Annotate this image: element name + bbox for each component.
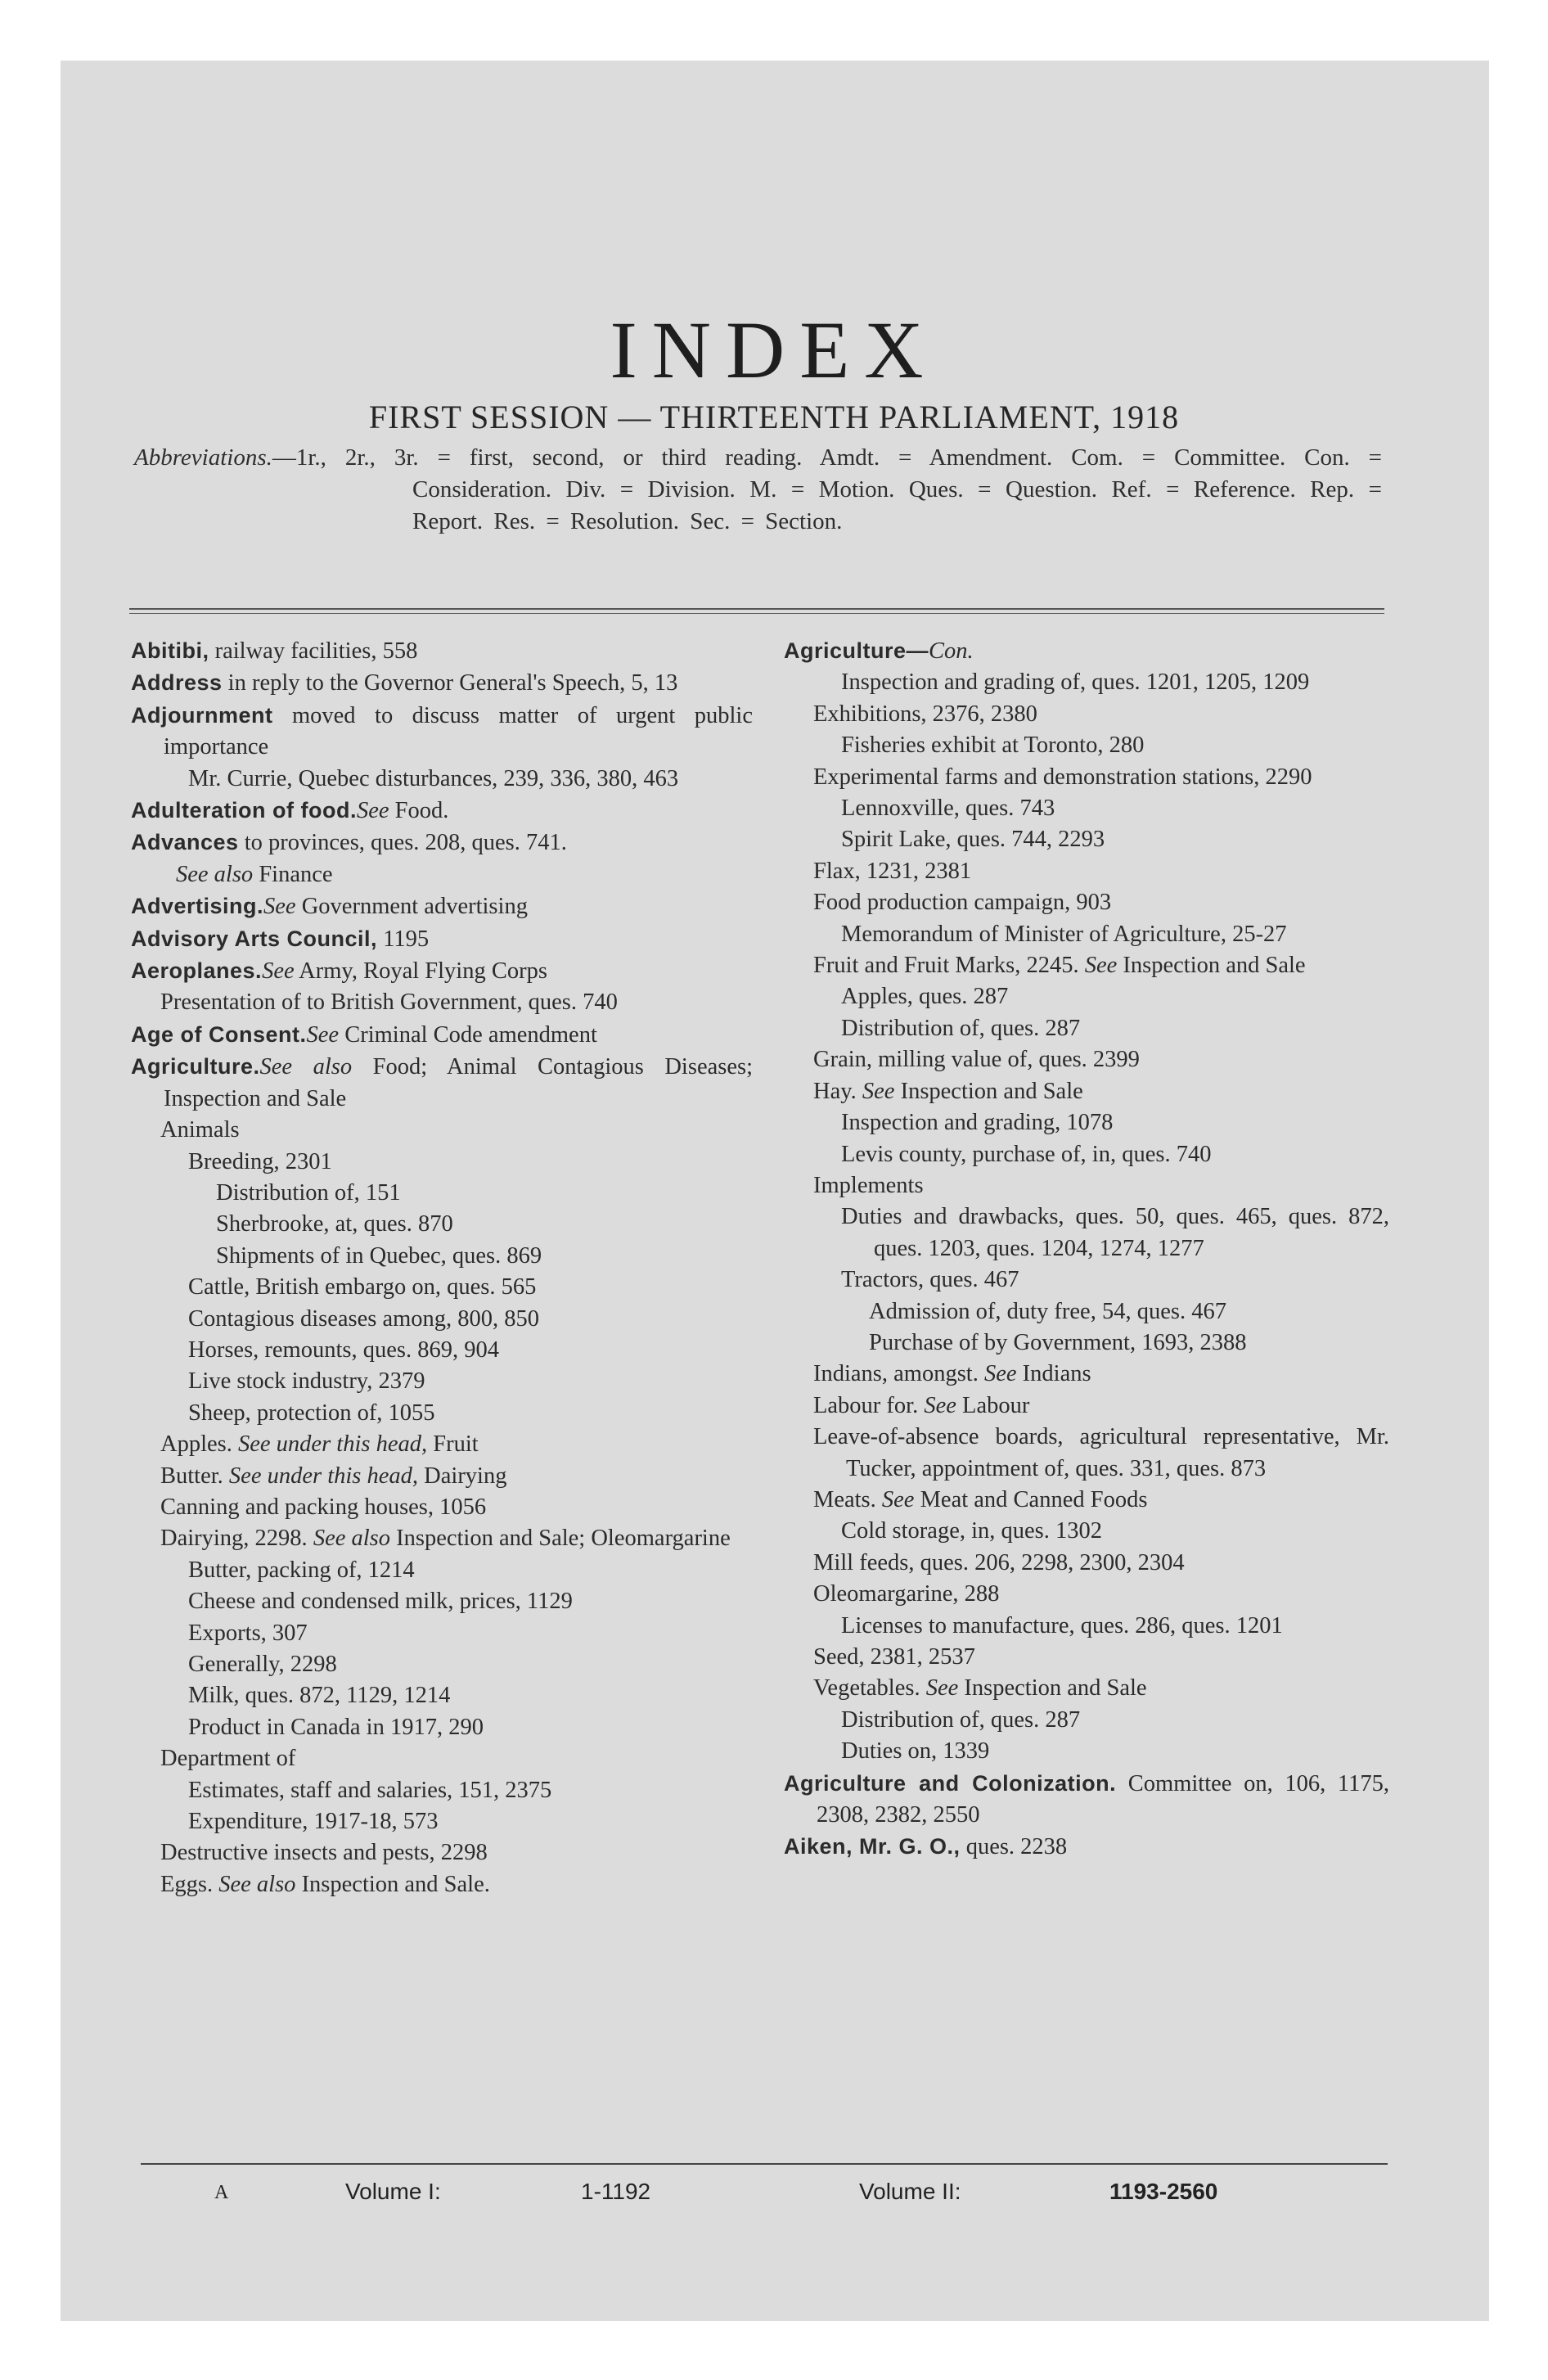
entry-text: Experimental farms and demonstration stations, 2290 xyxy=(813,764,1312,790)
entry-text: Seed, 2381, 2537 xyxy=(813,1644,975,1670)
index-entry xyxy=(841,824,1389,855)
entry-heading: Aiken, Mr. G. O., xyxy=(784,1834,961,1859)
entry-text: Mr. Currie, Quebec disturbances, 239, 336, 380, 463 xyxy=(188,765,679,791)
entry-text-tail: Inspection and Sale. xyxy=(295,1871,490,1897)
entry-heading: Advisory Arts Council, xyxy=(131,926,378,951)
index-entry xyxy=(813,887,1389,918)
entry-text-tail: Inspection and Sale xyxy=(958,1675,1147,1702)
index-entry xyxy=(131,1019,753,1051)
entry-text: Admission of, duty free, 54, ques. 467 xyxy=(869,1298,1226,1324)
index-entry xyxy=(176,859,753,890)
index-entry xyxy=(160,1837,753,1868)
entry-text: Estimates, staff and salaries, 151, 2375 xyxy=(188,1777,552,1803)
see-reference: See xyxy=(306,1021,340,1048)
index-entry xyxy=(188,1398,753,1429)
see-reference: See also xyxy=(259,1054,353,1080)
index-entry xyxy=(160,1492,753,1523)
entry-text: in reply to the Governor General's Speech, 5, 13 xyxy=(222,670,678,696)
index-entry xyxy=(841,730,1389,761)
entry-text: Cattle, British embargo on, ques. 565 xyxy=(188,1274,537,1300)
index-entry xyxy=(813,950,1389,981)
entry-text: Sherbrooke, at, ques. 870 xyxy=(216,1211,453,1237)
index-entry xyxy=(813,1422,1389,1485)
index-entry xyxy=(160,1115,753,1146)
entry-heading: Address xyxy=(131,670,223,696)
entry-text: Criminal Code amendment xyxy=(339,1021,597,1048)
index-entry xyxy=(841,1264,1389,1296)
index-entry xyxy=(813,1579,1389,1610)
entry-text: Apples. xyxy=(160,1431,232,1458)
entry-text-tail: Labour xyxy=(956,1392,1030,1418)
see-reference: See also xyxy=(307,1526,390,1552)
index-entry xyxy=(188,1680,753,1711)
entry-text: Live stock industry, 2379 xyxy=(188,1368,425,1395)
entry-text: Milk, ques. 872, 1129, 1214 xyxy=(188,1683,451,1709)
entry-text: Fisheries exhibit at Toronto, 280 xyxy=(841,732,1145,759)
index-entry xyxy=(841,1107,1389,1138)
entry-text: 1195 xyxy=(377,926,430,952)
footer-rule xyxy=(141,2163,1388,2165)
entry-text: Mill feeds, ques. 206, 2298, 2300, 2304 xyxy=(813,1549,1185,1575)
index-entry xyxy=(869,1296,1389,1327)
entry-text: Food; Animal Contagious Diseases; Inspection and Sale xyxy=(164,1054,753,1111)
entry-text: Inspection and grading of, ques. 1201, 1205, 1209 xyxy=(841,669,1310,696)
index-entry xyxy=(784,1768,1389,1832)
index-entry xyxy=(216,1178,753,1209)
index-entry xyxy=(131,827,753,859)
entry-text: Committee on, 106, 1175, 2308, 2382, 2550 xyxy=(817,1770,1389,1828)
entry-text: Flax, 1231, 2381 xyxy=(813,858,972,884)
entry-text-tail: Fruit xyxy=(427,1431,479,1458)
index-entry xyxy=(188,1806,753,1837)
index-entry xyxy=(784,1831,1389,1863)
entry-text: Vegetables. xyxy=(813,1675,920,1702)
index-entry xyxy=(841,1139,1389,1170)
entry-text-tail: Indians xyxy=(1016,1361,1091,1387)
index-entry xyxy=(131,635,753,667)
index-entry xyxy=(160,1743,753,1774)
entry-text: Distribution of, ques. 287 xyxy=(841,1706,1081,1733)
volume-footer xyxy=(0,2179,1548,2211)
entry-text: Butter. xyxy=(160,1463,223,1489)
entry-text: Grain, milling value of, ques. 2399 xyxy=(813,1047,1140,1073)
index-entry xyxy=(813,1673,1389,1704)
see-reference: See xyxy=(262,958,295,985)
see-reference: See also xyxy=(213,1871,296,1897)
entry-heading: Adulteration of food. xyxy=(131,798,357,823)
entry-text: Fruit and Fruit Marks, 2245. xyxy=(813,953,1079,979)
index-entry xyxy=(841,1611,1389,1642)
entry-text: Tractors, ques. 467 xyxy=(841,1267,1019,1293)
entry-text: Duties and drawbacks, ques. 50, ques. 465, ques. 872, ques. 1203, ques. 1204, 1274, 1277 xyxy=(841,1204,1389,1261)
see-reference: See xyxy=(978,1361,1017,1387)
index-entry xyxy=(188,1555,753,1586)
see-reference: See xyxy=(356,798,389,824)
index-entry xyxy=(841,1736,1389,1767)
index-entry xyxy=(131,890,753,922)
entry-text: Expenditure, 1917-18, 573 xyxy=(188,1809,439,1835)
entry-heading: Abitibi, xyxy=(131,638,209,663)
index-entry xyxy=(188,1618,753,1649)
entry-text: moved to discuss matter of urgent public importance xyxy=(164,702,753,760)
abbreviations-text: —1r., 2r., 3r. = first, second, or third reading. Amdt. = Amendment. Com. = Committee. Con. = Consideration. Div. = Division. M. = Motion. Ques. = Question. Ref. = Reference. Rep. = Report. Res. = Resolution. Sec. = Section. xyxy=(272,444,1382,534)
see-reference: See xyxy=(263,894,296,920)
index-entry xyxy=(813,1391,1389,1422)
entry-heading: Agriculture— xyxy=(784,638,929,663)
index-entry xyxy=(841,1705,1389,1736)
entry-text: Hay. xyxy=(813,1078,857,1104)
entry-text: Army, Royal Flying Corps xyxy=(294,958,547,985)
index-entry xyxy=(131,667,753,699)
entry-text: Breeding, 2301 xyxy=(188,1148,332,1174)
index-entry xyxy=(160,1429,753,1460)
index-entry xyxy=(841,981,1389,1012)
entry-text: Canning and packing houses, 1056 xyxy=(160,1494,487,1520)
entry-text: Generally, 2298 xyxy=(188,1652,337,1677)
index-entry xyxy=(813,1485,1389,1516)
entry-text: Department of xyxy=(160,1746,296,1772)
entry-text: Horses, remounts, ques. 869, 904 xyxy=(188,1336,499,1363)
see-reference: Con. xyxy=(929,638,974,664)
entry-text: Food. xyxy=(389,798,449,824)
entry-text: Indians, amongst. xyxy=(813,1361,979,1387)
index-entry xyxy=(841,667,1389,698)
entry-text-tail: Meat and Canned Foods xyxy=(914,1486,1148,1512)
see-reference: See xyxy=(920,1675,959,1702)
index-entry xyxy=(188,1712,753,1743)
entry-text: Meats. xyxy=(813,1486,876,1512)
entry-text-tail: Inspection and Sale; Oleomargarine xyxy=(390,1526,731,1552)
entry-text: Oleomargarine, 288 xyxy=(813,1581,1000,1607)
entry-text: to provinces, ques. 208, ques. 741. xyxy=(238,830,567,856)
index-entry xyxy=(131,700,753,764)
entry-text: Spirit Lake, ques. 744, 2293 xyxy=(841,827,1105,853)
entry-text: Inspection and grading, 1078 xyxy=(841,1110,1114,1136)
index-entry xyxy=(131,955,753,987)
index-entry xyxy=(188,764,753,795)
entry-text: Implements xyxy=(813,1172,924,1198)
entry-text: Distribution of, 151 xyxy=(216,1179,401,1206)
index-entry xyxy=(813,1076,1389,1107)
see-reference: See xyxy=(875,1486,915,1512)
index-entry xyxy=(813,1044,1389,1075)
entry-text: Eggs. xyxy=(160,1871,214,1897)
index-column-right xyxy=(784,635,1389,1864)
index-entry xyxy=(813,1548,1389,1579)
header-rule-1 xyxy=(129,608,1384,610)
entry-text: Sheep, protection of, 1055 xyxy=(188,1400,435,1426)
index-entry xyxy=(131,795,753,827)
entry-text: Exports, 307 xyxy=(188,1620,308,1646)
index-entry xyxy=(813,1642,1389,1673)
entry-text: Distribution of, ques. 287 xyxy=(841,1015,1081,1041)
index-column-left xyxy=(131,635,753,1900)
entry-text: Dairying, 2298. xyxy=(160,1526,308,1552)
entry-text: Exhibitions, 2376, 2380 xyxy=(813,701,1037,727)
entry-text: Labour for. xyxy=(813,1392,919,1418)
header-rule-2 xyxy=(129,613,1384,614)
entry-text: Duties on, 1339 xyxy=(841,1738,990,1765)
index-entry xyxy=(188,1147,753,1178)
entry-heading: Age of Consent. xyxy=(131,1021,307,1047)
index-entry xyxy=(841,793,1389,824)
index-entry xyxy=(813,856,1389,887)
index-entry xyxy=(131,1051,753,1115)
entry-text: Destructive insects and pests, 2298 xyxy=(160,1840,488,1866)
index-entry xyxy=(813,699,1389,730)
page-title: INDEX xyxy=(610,304,938,395)
index-entry xyxy=(188,1649,753,1680)
index-entry xyxy=(160,1461,753,1492)
see-reference: See under this head, xyxy=(232,1431,428,1458)
entry-text: Butter, packing of, 1214 xyxy=(188,1557,415,1583)
entry-heading: Adjournment xyxy=(131,702,273,728)
entry-text: Shipments of in Quebec, ques. 869 xyxy=(216,1242,542,1269)
signature-mark: A xyxy=(214,2182,229,2203)
see-reference: See also xyxy=(176,861,254,887)
session-subtitle: FIRST SESSION — THIRTEENTH PARLIAMENT, 1918 xyxy=(368,399,1180,435)
index-entry xyxy=(869,1327,1389,1359)
index-entry xyxy=(188,1335,753,1366)
entry-heading: Advances xyxy=(131,830,239,855)
abbreviations-label: Abbreviations. xyxy=(134,444,272,471)
entry-text: Animals xyxy=(160,1117,240,1143)
index-entry xyxy=(131,923,753,955)
entry-heading: Advertising. xyxy=(131,894,264,919)
index-entry xyxy=(160,987,753,1018)
index-entry xyxy=(188,1272,753,1303)
see-reference: See under this head, xyxy=(223,1463,419,1489)
index-entry xyxy=(160,1869,753,1900)
index-entry xyxy=(188,1304,753,1335)
index-entry xyxy=(813,762,1389,793)
entry-text: Levis county, purchase of, in, ques. 740 xyxy=(841,1141,1212,1167)
index-entry xyxy=(216,1241,753,1272)
abbreviations-paragraph xyxy=(134,442,1382,538)
see-reference: See xyxy=(1078,953,1118,979)
entry-text: Cheese and condensed milk, prices, 1129 xyxy=(188,1589,573,1615)
index-entry xyxy=(160,1523,753,1554)
entry-text: Apples, ques. 287 xyxy=(841,984,1009,1010)
entry-text: Cold storage, in, ques. 1302 xyxy=(841,1518,1103,1544)
entry-heading: Aeroplanes. xyxy=(131,958,263,984)
entry-text: Purchase of by Government, 1693, 2388 xyxy=(869,1329,1247,1355)
entry-text-tail: Inspection and Sale xyxy=(1117,953,1306,979)
see-reference: See xyxy=(918,1392,956,1418)
entry-text: Finance xyxy=(253,861,333,887)
index-entry xyxy=(188,1366,753,1397)
see-reference: See xyxy=(856,1078,895,1104)
volume-1-label: Volume I: xyxy=(345,2179,441,2204)
entry-text: railway facilities, 558 xyxy=(209,638,418,664)
entry-text: Food production campaign, 903 xyxy=(813,890,1112,916)
index-entry xyxy=(216,1209,753,1240)
entry-text: Product in Canada in 1917, 290 xyxy=(188,1714,484,1740)
entry-heading: Agriculture and Colonization. xyxy=(784,1770,1117,1796)
entry-text: Licenses to manufacture, ques. 286, ques. 1201 xyxy=(841,1612,1283,1639)
index-entry xyxy=(813,1359,1389,1390)
entry-text: Government advertising xyxy=(295,894,528,920)
index-entry xyxy=(784,635,1389,667)
entry-text: Memorandum of Minister of Agriculture, 25-27 xyxy=(841,921,1287,947)
index-entry xyxy=(841,1516,1389,1547)
index-entry xyxy=(813,1170,1389,1201)
index-entry xyxy=(188,1586,753,1617)
entry-heading: Agriculture. xyxy=(131,1054,260,1080)
volume-2-label: Volume II: xyxy=(859,2179,961,2204)
index-entry xyxy=(841,1201,1389,1264)
index-entry xyxy=(841,1013,1389,1044)
volume-2-range: 1193-2560 xyxy=(1109,2179,1218,2204)
entry-text-tail: Dairying xyxy=(418,1463,507,1489)
entry-text: Leave-of-absence boards, agricultural representative, Mr. Tucker, appointment of, ques. 331, ques. 873 xyxy=(813,1424,1389,1481)
index-entry xyxy=(841,919,1389,950)
index-entry xyxy=(188,1775,753,1806)
volume-1-range: 1-1192 xyxy=(581,2179,651,2204)
entry-text: Lennoxville, ques. 743 xyxy=(841,796,1055,822)
entry-text: Presentation of to British Government, ques. 740 xyxy=(160,989,618,1016)
entry-text: Contagious diseases among, 800, 850 xyxy=(188,1305,540,1332)
entry-text: ques. 2238 xyxy=(960,1834,1068,1860)
entry-text-tail: Inspection and Sale xyxy=(894,1078,1083,1104)
